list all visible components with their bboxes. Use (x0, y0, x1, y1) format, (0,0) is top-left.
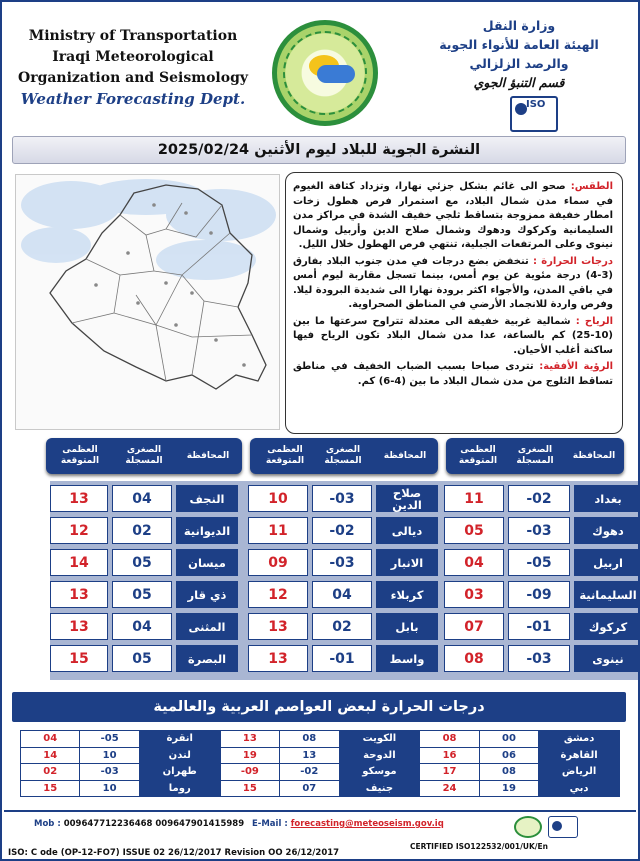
province-header-label: المحافظة (186, 450, 230, 461)
recorded-min-temp: 04 (112, 613, 172, 640)
capital-max-temp: 15 (220, 780, 279, 797)
header-en-line-3: Organization and Seismology (18, 70, 248, 86)
logo-cloud-icon (317, 65, 355, 83)
forecast-max-temp: 05 (444, 517, 504, 544)
province-header-label: المحافظة (383, 450, 427, 461)
capital-min-temp: 08 (280, 731, 339, 748)
capital-name: طهران (139, 764, 220, 781)
capital-min-temp: 07 (280, 780, 339, 797)
header-arabic (414, 16, 624, 92)
mobile-numbers: 009647712236468 009647901415989 (63, 819, 245, 829)
header-en-dept: Weather Forecasting Dept. (20, 90, 246, 108)
capital-min-temp: 06 (479, 747, 538, 764)
forecast-max-temp: 13 (50, 485, 108, 512)
visibility-paragraph (293, 360, 613, 389)
header-en-line-1: Ministry of Transportation (28, 28, 238, 44)
recorded-min-temp: -02 (312, 517, 372, 544)
capital-min-temp: 13 (280, 747, 339, 764)
province-name: كركوك (574, 613, 640, 640)
forecast-max-temp: 09 (248, 549, 308, 576)
capital-name: الكويت (339, 731, 420, 748)
footer-iso-logo-icon (548, 816, 578, 838)
wind-paragraph (293, 315, 613, 359)
wind-label: الرياح : (575, 315, 613, 327)
province-name: الانبار (376, 549, 438, 576)
capital-max-temp: 19 (220, 747, 279, 764)
weather-text: صحو الى غائم بشكل جزئي نهارا، وتزداد كثافة الغيوم في سماء مدن شمال البلاد، مع استمرار فرص هطول زخات امطار خفيفة ممزوجة بتساقط ثلجي خفيف الشدة في مراكز مدن السليمانية وكركوك ودهوك وشمال صلاح الدين وأربيل وشمال نينوى وعلى المرتفعات الجبلية، تنتهي فرص الهطول خلال الليل. (293, 181, 613, 250)
bulletin-title: النشرة الجوية للبلاد ليوم الأثنين 2025/02/24 (12, 136, 626, 164)
province-name: ميسان (176, 549, 238, 576)
header-ar-line-3: والرصد الزلزالي (469, 56, 569, 71)
recorded-min-temp: -01 (508, 613, 570, 640)
forecast-max-temp: 14 (50, 549, 108, 576)
meteorological-logo-icon (272, 20, 378, 126)
province-name: ذي قار (176, 581, 238, 608)
recorded-min-temp: -05 (508, 549, 570, 576)
header-en-line-2: Iraqi Meteorological (52, 49, 214, 65)
province-name: دهوك (574, 517, 640, 544)
recorded-min-temp: -03 (312, 485, 372, 512)
recorded-min-temp: 04 (312, 581, 372, 608)
forecast-max-temp: 12 (50, 517, 108, 544)
email-label: E-Mail : (252, 819, 288, 829)
capital-min-temp: 00 (479, 731, 538, 748)
forecast-max-temp: 11 (444, 485, 504, 512)
iraq-map-icon (16, 175, 280, 430)
world-row (21, 780, 620, 797)
recorded-min-temp: 05 (112, 645, 172, 672)
iso-label: ISO (526, 99, 546, 110)
email-info (252, 819, 444, 829)
capital-min-temp: -03 (80, 764, 139, 781)
mobile-info (34, 819, 244, 829)
forecast-max-temp: 12 (248, 581, 308, 608)
capital-name: الرياض (539, 764, 620, 781)
capital-min-temp: -05 (80, 731, 139, 748)
temperature-paragraph (293, 255, 613, 313)
iso-badge (510, 96, 558, 132)
recorded-min-temp: -03 (312, 549, 372, 576)
province-name: كربلاء (376, 581, 438, 608)
recorded-min-temp: -03 (508, 517, 570, 544)
world-capitals-title: درجات الحرارة لبعض العواصم العربية والعالمية (12, 692, 626, 722)
province-name: البصرة (176, 645, 238, 672)
forecast-max-temp: 08 (444, 645, 504, 672)
forecast-max-temp: 03 (444, 581, 504, 608)
weather-paragraph (293, 180, 613, 253)
province-header-label: المحافظة (572, 450, 616, 461)
mobile-label: Mob : (34, 819, 61, 829)
recorded-min-temp: 04 (112, 485, 172, 512)
max-header-label: العظمى المتوقعة (60, 445, 100, 466)
temperature-label: درجات الحرارة : (533, 255, 613, 267)
capital-max-temp: 24 (420, 780, 479, 797)
forecast-max-temp: 13 (50, 613, 108, 640)
recorded-min-temp: 02 (312, 613, 372, 640)
header (2, 2, 638, 134)
province-name: السليمانية (574, 581, 640, 608)
capital-name: لندن (139, 747, 220, 764)
forecast-max-temp: 04 (444, 549, 504, 576)
province-name: الديوانية (176, 517, 238, 544)
certification-text: CERTIFIED ISO122532/001/UK/En (410, 842, 548, 851)
iso-code-line: ISO: C ode (OP-12-FO7) ISSUE 02 26/12/2017 Revision OO 26/12/2017 (8, 848, 340, 858)
capital-min-temp: 10 (80, 780, 139, 797)
province-name: بغداد (574, 485, 640, 512)
header-ar-dept: قسم التنبؤ الجوي (473, 75, 565, 90)
recorded-min-temp: 02 (112, 517, 172, 544)
province-name: النجف (176, 485, 238, 512)
visibility-text: تتردى صباحا بسبب الضباب الخفيف في مناطق تساقط الثلوج من مدن شمال البلاد ما بين (4-6) كم. (293, 361, 613, 387)
recorded-min-temp: 05 (112, 581, 172, 608)
province-name: بابل (376, 613, 438, 640)
forecast-text-box (285, 172, 623, 434)
forecast-max-temp: 10 (248, 485, 308, 512)
forecast-max-temp: 07 (444, 613, 504, 640)
capital-max-temp: -09 (220, 764, 279, 781)
capital-max-temp: 16 (420, 747, 479, 764)
capital-max-temp: 02 (21, 764, 80, 781)
province-name: واسط (376, 645, 438, 672)
header-english (18, 26, 248, 110)
capital-min-temp: 19 (479, 780, 538, 797)
recorded-min-temp: -03 (508, 645, 570, 672)
province-grid (50, 480, 640, 680)
capital-min-temp: 08 (479, 764, 538, 781)
recorded-min-temp: -09 (508, 581, 570, 608)
province-name: ديالى (376, 517, 438, 544)
capital-max-temp: 14 (21, 747, 80, 764)
forecast-max-temp: 11 (248, 517, 308, 544)
recorded-min-temp: -01 (312, 645, 372, 672)
capital-name: دمشق (539, 731, 620, 748)
world-row (21, 764, 620, 781)
capital-name: جنيف (339, 780, 420, 797)
max-header-label: العظمى المتوقعة (265, 445, 305, 466)
header-ar-line-2: الهيئة العامة للأنواء الجوية (439, 37, 599, 52)
min-header-label: الصغرى المسجلة (324, 445, 362, 466)
capital-max-temp: 15 (21, 780, 80, 797)
world-row (21, 747, 620, 764)
capital-name: موسكو (339, 764, 420, 781)
province-name: اربيل (574, 549, 640, 576)
recorded-min-temp: 05 (112, 549, 172, 576)
capital-name: القاهرة (539, 747, 620, 764)
max-header-label: العظمى المتوقعة (458, 445, 498, 466)
email-link[interactable]: forecasting@meteoseism.gov.iq (290, 819, 444, 829)
header-ar-line-1: وزارة النقل (482, 18, 556, 33)
capital-name: روما (139, 780, 220, 797)
capital-max-temp: 17 (420, 764, 479, 781)
province-header-group-3 (46, 438, 242, 474)
min-header-label: الصغرى المسجلة (125, 445, 163, 466)
province-name: المثنى (176, 613, 238, 640)
capital-name: دبي (539, 780, 620, 797)
forecast-max-temp: 13 (50, 581, 108, 608)
forecast-max-temp: 13 (248, 645, 308, 672)
world-capitals-table (20, 730, 620, 797)
forecast-max-temp: 15 (50, 645, 108, 672)
capital-name: انقرة (139, 731, 220, 748)
footer-org-logo-icon (514, 816, 542, 838)
province-header-group-1 (446, 438, 624, 474)
recorded-min-temp: -02 (508, 485, 570, 512)
visibility-label: الرؤية الأفقية: (539, 361, 613, 372)
forecast-max-temp: 13 (248, 613, 308, 640)
province-name: نينوى (574, 645, 640, 672)
iraq-map (15, 174, 280, 430)
weather-label: الطقس: (570, 181, 613, 192)
temperature-text: تنخفض بضع درجات في مدن جنوب البلاد بفارق (3-4) درجة مئوية عن يوم أمس، بينما تسجل مقاربة ليوم أمس في باقي المدن، والأجواء اكثر برودة نهارا الى شديدة البرودة ليلا. وفرص واردة للانجماد الأرضي في المناطق الصحراوية. (293, 255, 613, 310)
footer (4, 810, 636, 860)
capital-max-temp: 04 (21, 731, 80, 748)
province-name: صلاح الدين (376, 485, 438, 512)
capital-max-temp: 08 (420, 731, 479, 748)
wind-text: شمالية غربية خفيفة الى معتدلة تتراوح سرعتها ما بين (10-25) كم بالساعة، عدا مدن شمال البلاد تكون الرياح فيها ساكنة أغلب الأحيان. (293, 315, 613, 356)
capital-max-temp: 13 (220, 731, 279, 748)
min-header-label: الصغرى المسجلة (516, 445, 554, 466)
world-row (21, 731, 620, 748)
capital-min-temp: 10 (80, 747, 139, 764)
province-header-group-2 (250, 438, 438, 474)
capital-min-temp: -02 (280, 764, 339, 781)
capital-name: الدوحة (339, 747, 420, 764)
